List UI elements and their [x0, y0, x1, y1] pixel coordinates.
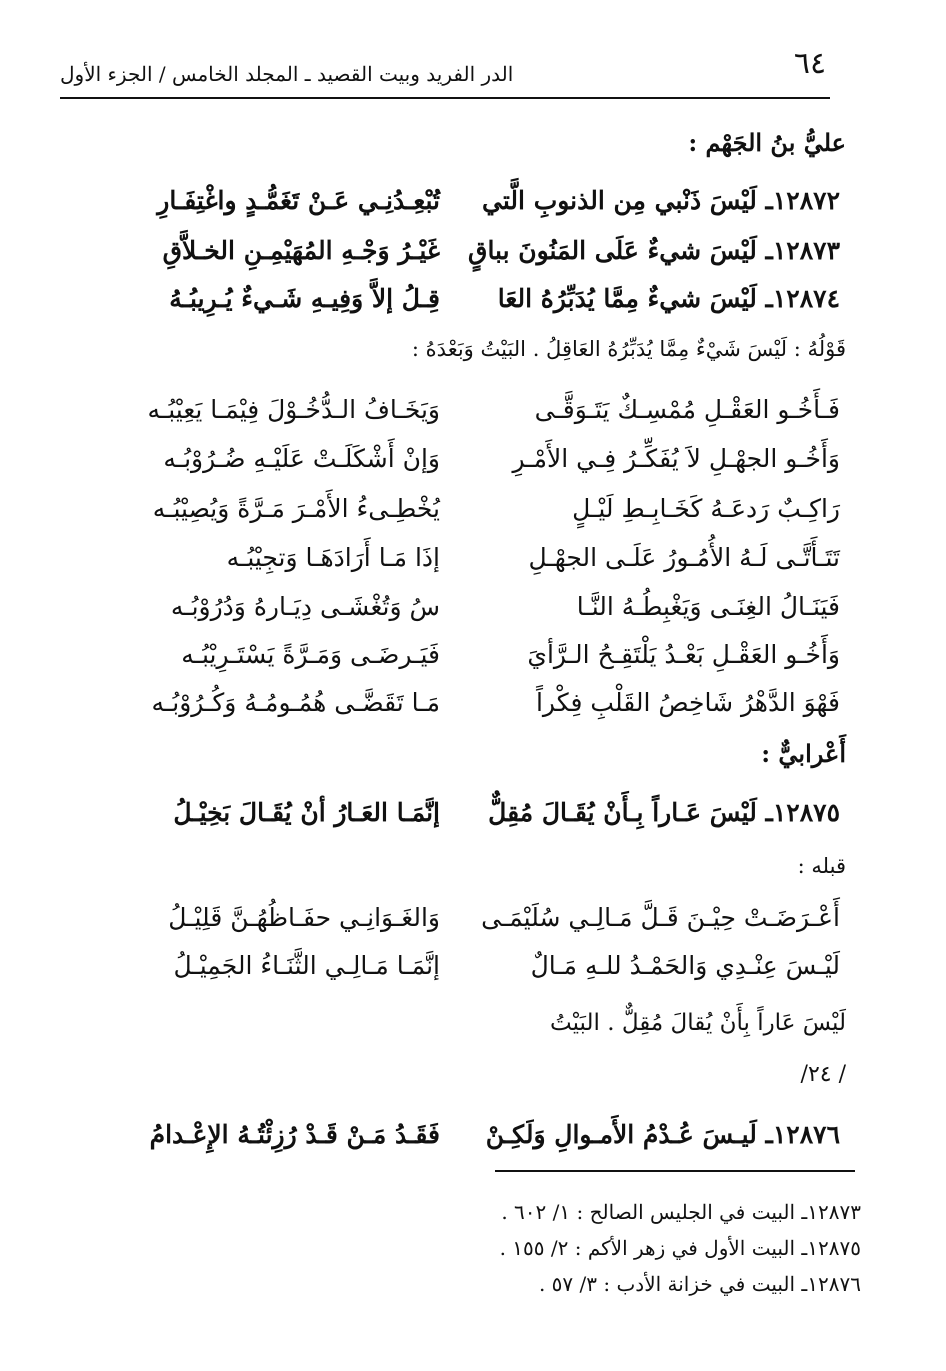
verse-second-hemistich: إنَّمَـا العَـارُ أنْ يُقَـالَ بَخِيْـلُ: [173, 798, 440, 827]
verse-line: [60, 951, 840, 1003]
verse-second-hemistich: سُ وَتُغْشَـى دِيَـارهُ وَدُرُوْبُـه: [170, 592, 440, 621]
verse-first-hemistich: ١٢٨٧٢ـ لَيْسَ ذَنْبي مِن الذنوبِ الَّتي: [482, 186, 840, 215]
verse-second-hemistich: وَالغَـوَانِـي حفَـاظُهُـنَّ قَلِيْـلُ: [168, 903, 440, 932]
verse-first-hemistich: ١٢٨٧٣ـ لَيْسَ شيءٌ عَلَى المَنُونَ بباقٍ: [468, 236, 840, 265]
poet-heading: عليُّ بنُ الجَهْم :: [688, 128, 846, 157]
page-number: ٦٤: [793, 46, 827, 81]
verse-first-hemistich: وَأَخُـو العَقْـلِ بَعْـدُ يَلْتَقِـحُ الـرَّأيَ: [527, 640, 840, 669]
verse-line: [60, 688, 840, 740]
verse-first-hemistich: فَـأَخُـو العَقْـلِ مُمْسِـكٌ يَتَـوَقَّـى: [534, 395, 840, 424]
verse-first-hemistich: فَيَنَـالُ الغِنَـى وَيَغْبِطُـهُ النَّـا: [576, 592, 840, 621]
verse-entry: [60, 798, 840, 850]
verse-entry: [60, 1120, 840, 1172]
verse-second-hemistich: قِـلُ إلاَّ وَفِيـهِ شَـيءٌ يُـرِيبُـهُ: [169, 284, 440, 313]
source-reference: / ٢٤/: [800, 1062, 846, 1087]
footnote: ١٢٨٧٥ـ البيت الأول في زهر الأكم : ٢/ ١٥٥ .: [499, 1236, 861, 1260]
verse-first-hemistich: ١٢٨٧٥ـ لَيْسَ عَـاراً بِـأَنْ يُقَـالَ مُقِلٌّ: [488, 798, 840, 827]
verse-second-hemistich: مَـا تَقَضَّـى هُمُـومُـهُ وَكُـرُوْبُـه: [151, 688, 440, 717]
verse-line: [60, 903, 840, 955]
verse-entry: [60, 284, 840, 336]
footnote: ١٢٨٧٣ـ البيت في الجليس الصالح : ١/ ٦٠٢ .: [501, 1200, 861, 1224]
verse-second-hemistich: يُخْطِـىءُ الأَمْـرَ مَـرَّةً وَيُصِيْبُـه: [152, 494, 440, 523]
verse-line: [60, 592, 840, 644]
verse-first-hemistich: وَأَخُـو الجهْـلِ لاَ يُفَكِّـرُ فِـي الأَمْـرِ: [512, 444, 840, 473]
commentary-line: قَوْلُهُ : لَيْسَ شَيْءٌ مِمَّا يُدَبِّرُهُ العَاقِلُ . البَيْتُ وَبَعْدَهُ :: [411, 337, 846, 361]
verse-line: [60, 543, 840, 595]
verse-first-hemistich: ١٢٨٧٤ـ لَيْسَ شيءٌ مِمَّا يُدَبِّرُهُ العَا: [497, 284, 840, 313]
verse-second-hemistich: فَقَـدُ مَـنْ قَـدْ رُزِئْتُـهُ الإِعْـدامُ: [149, 1120, 440, 1149]
poet-heading: أَعْرابيٌّ :: [761, 739, 846, 768]
verse-first-hemistich: ١٢٨٧٦ـ لَيـسَ عُـدْمُ الأَمـوالِ وَلَكِـنْ: [485, 1120, 840, 1149]
verse-entry: [60, 186, 840, 238]
verse-first-hemistich: رَاكِـبٌ رَدعَـهُ كَخَـابِـطِ لَيْـلٍ: [572, 494, 840, 523]
verse-second-hemistich: تُبْعِـدُنِـي عَـنْ تَغَمُّـدٍ واغْتِفَـارِ: [157, 186, 440, 215]
verse-line: [60, 444, 840, 496]
verse-entry: [60, 236, 840, 288]
verse-first-hemistich: تَتَـأَتَّـى لَـهُ الأُمُـورُ عَلَـى الجهْـلِ: [528, 543, 840, 572]
verse-second-hemistich: وَإنْ أَشْكَلَـتْ عَلَيْـهِ ضُـرُوْبُـه: [163, 444, 440, 473]
commentary-line: لَيْسَ عَاراً بِأَنْ يُقالَ مُقِلٌّ . البَيْتُ: [550, 1010, 846, 1036]
header-rule: [60, 97, 830, 99]
running-header: الدر الفريد وبيت القصيد ـ المجلد الخامس / الجزء الأول: [60, 62, 514, 86]
verse-second-hemistich: إنَّمَـا مَـالِـي الثَّنَـاءُ الجَمِيْـلُ: [173, 951, 440, 980]
verse-second-hemistich: وَيَخَـافُ الـدُّخُـوْلَ فِيْمَـا يَعِيْبُـه: [147, 395, 440, 424]
verse-second-hemistich: إذَا مَـا أَرَادَهَـا وَتجِيْبُـه: [226, 543, 440, 572]
verse-line: [60, 640, 840, 692]
verse-first-hemistich: لَيْـسَ عِنْـدِي وَالحَمْـدُ للـهِ مَـالٌ: [530, 951, 840, 980]
verse-second-hemistich: فَيَـرضَـى وَمَـرَّةً يَسْتَـرِيْبُـه: [181, 640, 440, 669]
verse-line: [60, 395, 840, 447]
verse-first-hemistich: أَعْـرَضَـتْ حِيْـنَ قَـلَّ مَـالِـي سُلَيْمَـى: [481, 903, 840, 932]
verse-line: [60, 494, 840, 546]
commentary-line: قبله :: [797, 854, 846, 878]
footnote-rule: [495, 1170, 855, 1172]
footnote: ١٢٨٧٦ـ البيت في خزانة الأدب : ٣/ ٥٧ .: [538, 1272, 861, 1296]
verse-second-hemistich: غَيْـرُ وَجْـهِ المُهَيْمِـنِ الخـلاَّقِ: [162, 236, 440, 265]
verse-first-hemistich: فَهْوَ الدَّهْرُ شَاخِصُ القَلْبِ فِكْراً: [535, 688, 840, 717]
